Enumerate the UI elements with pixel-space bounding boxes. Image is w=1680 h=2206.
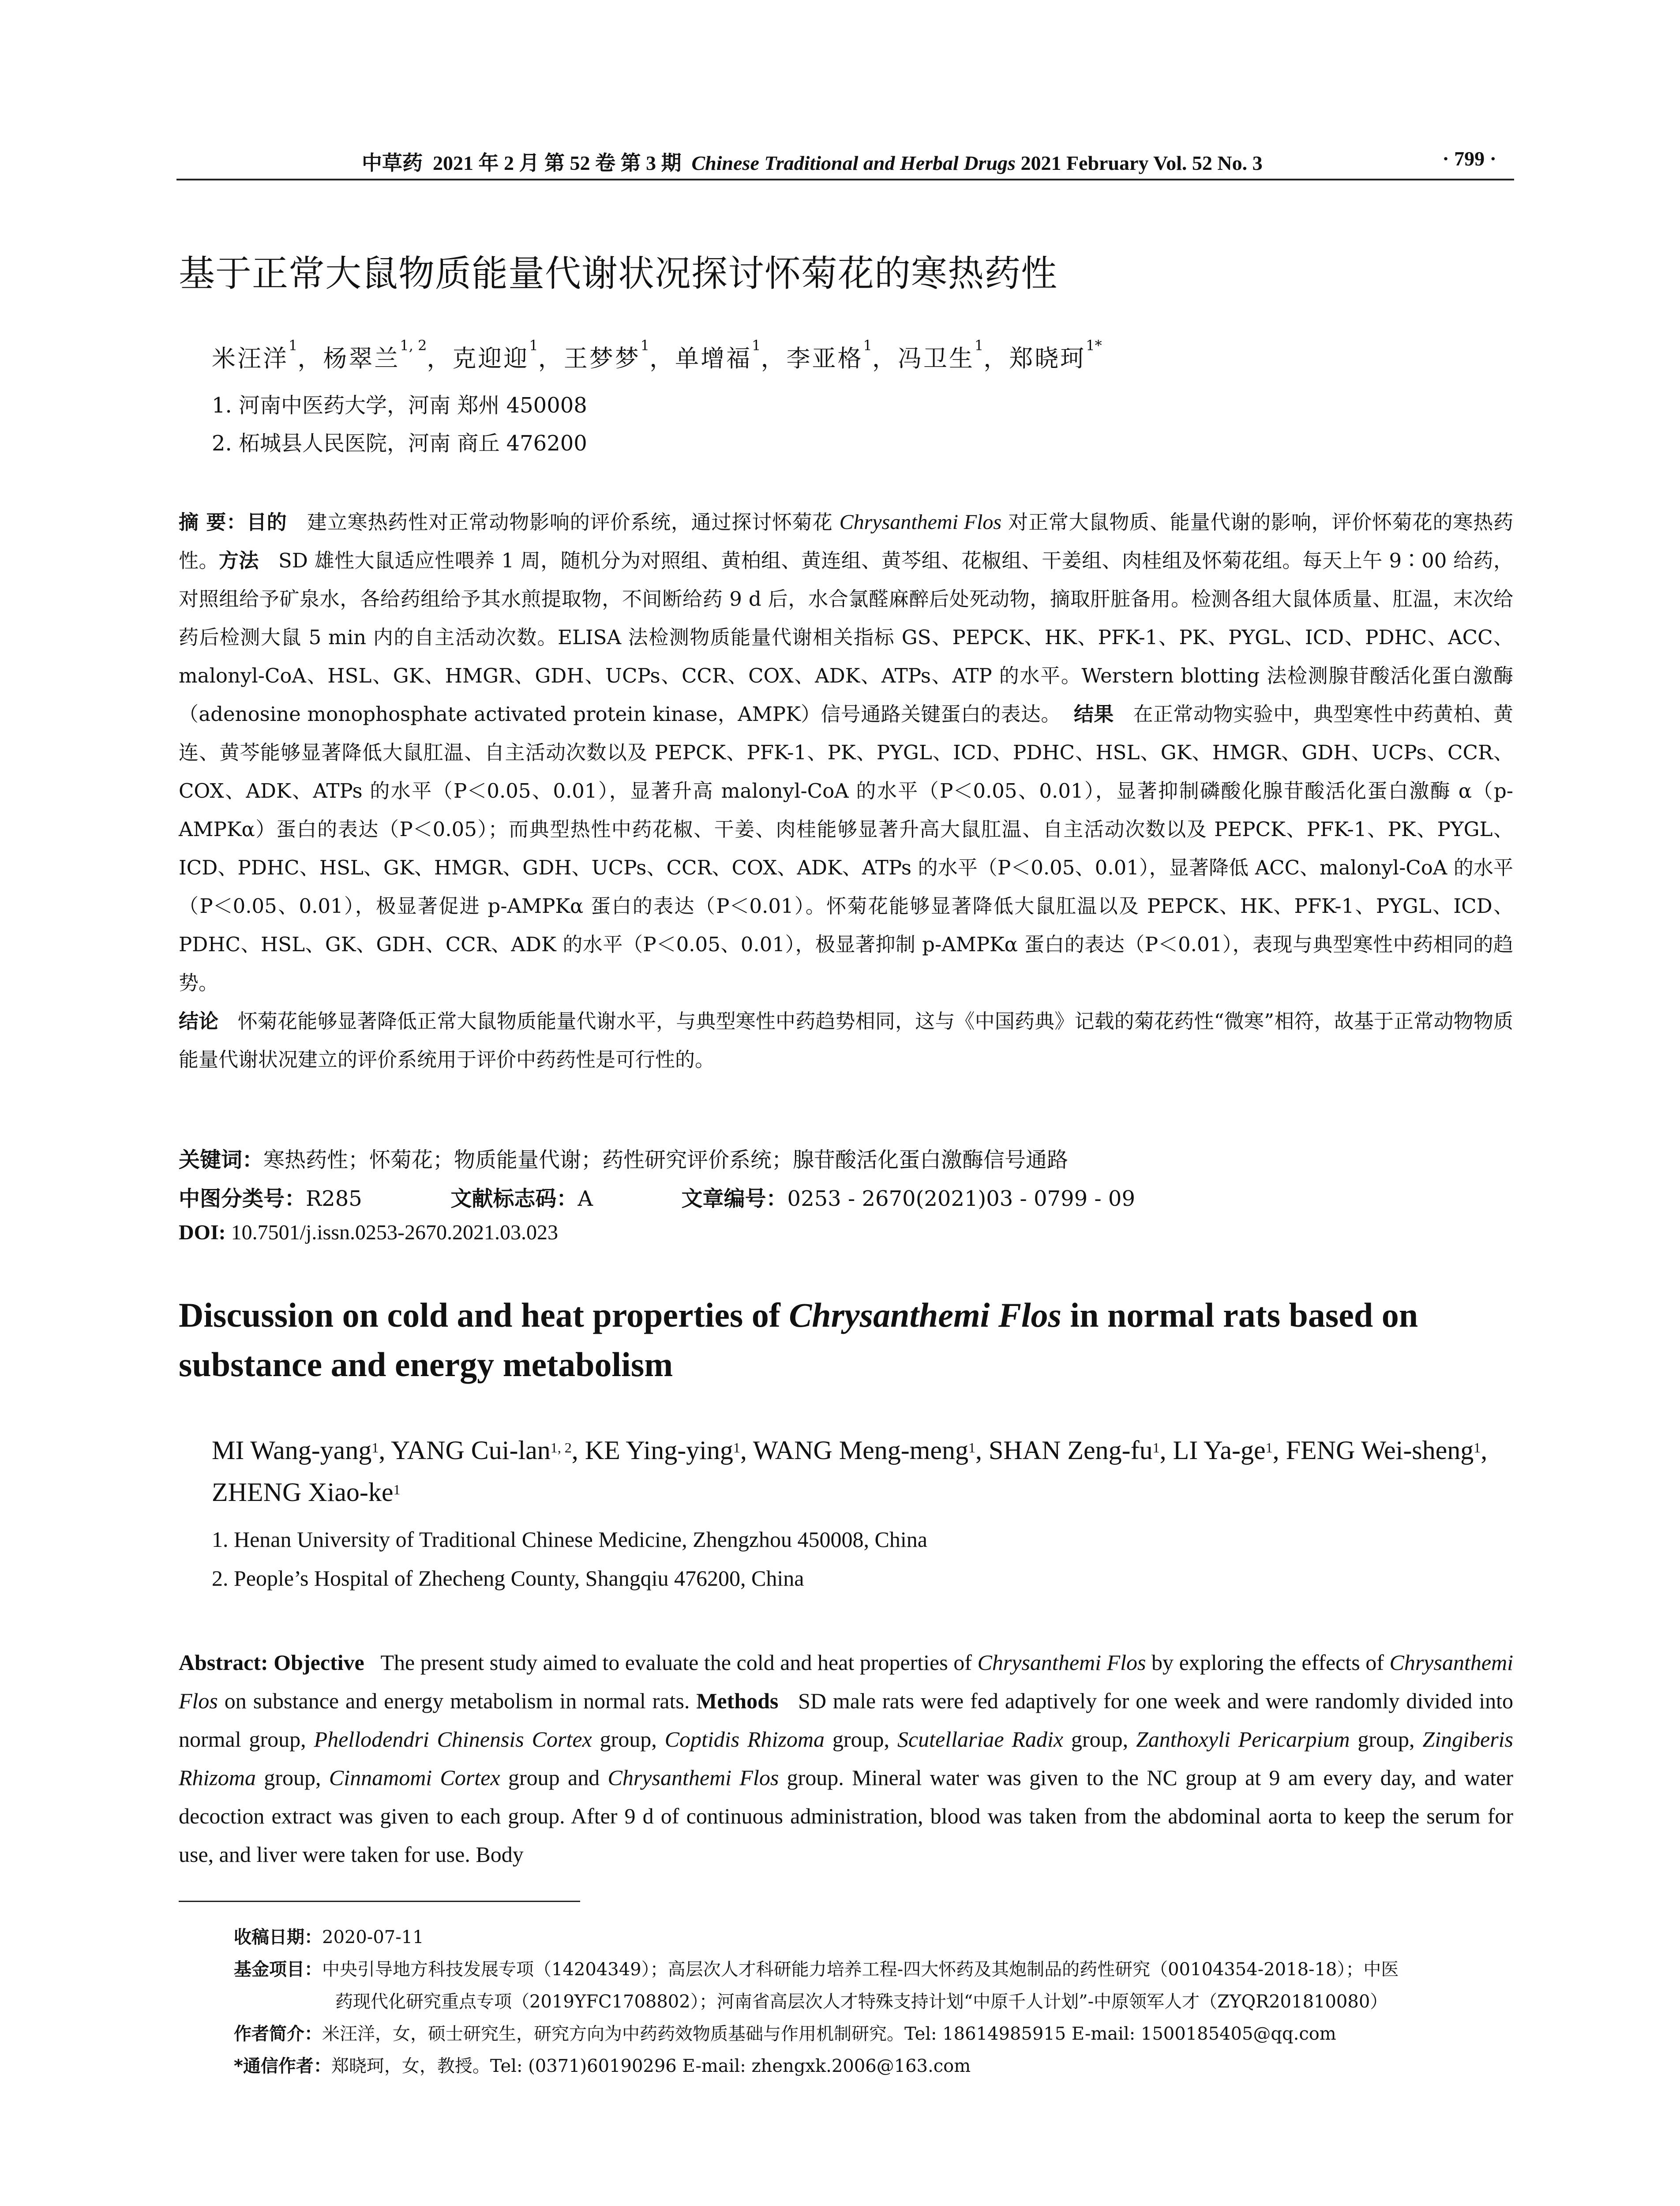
author-cn-name: 冯卫生 [897,345,975,372]
author-en-affiliation-mark: 1 [733,1440,740,1456]
latin-name: Cinnamomi Cortex [329,1765,500,1790]
methods-text-cn: SD 雄性大鼠适应性喂养 1 周，随机分为对照组、黄柏组、黄连组、黄芩组、花椒组、干姜组、肉桂组及怀菊花组。每天上午 9∶00 给药，对照组给予矿泉水，各给药组给予其水煎提取物，不间断给药 9 d 后，水合氯醛麻醉后处死动物，摘取肝脏备用。检测各组大鼠体质量、肛温，末次给药后检测大鼠 5 min 内的自主活动次数。ELISA 法检测物质能量代谢相关指标 GS、PEPCK、HK、PFK-1、PK、PYGL、ICD、PDHC、ACC、malonyl-CoA、HSL、GK、HMGR、GDH、UCPs、CCR、COX、ADK、ATPs、ATP 的水平。Werstern blotting 法检测腺苷酸活化蛋白激酶（adenosine monophosphate activated protein kinase，AMPK）信号通路关键蛋白的表达。 [179,549,1513,726]
author-en-name: YANG Cui-lan [391,1436,551,1465]
objective-text-a: 建立寒热药性对正常动物影响的评价系统，通过探讨怀菊花 [307,510,833,534]
author-cn-name: 李亚格 [786,345,863,372]
latin-name: Phellodendri Chinensis Cortex [314,1727,592,1752]
author-en-affiliation-mark: 1 [1474,1440,1481,1456]
author-cn-name: 克迎迎 [452,345,529,372]
doc-code-label: 文献标志码： [450,1186,578,1211]
latin-name: Chrysanthemi Flos [179,1650,1514,1713]
objective-text-b: 对正常大鼠物质、能量代谢的影响，评价怀菊花的寒热药性。 [179,510,1513,572]
author-cn-affiliation-mark: 1* [1086,337,1102,354]
author-cn-affiliation-mark: 1 [640,337,650,354]
author-cn-name: 王梦梦 [563,345,641,372]
author-en-name: FENG Wei-sheng [1286,1436,1474,1465]
article-number-label: 文章编号： [681,1186,788,1211]
abstract-text: group, [1350,1727,1423,1752]
abstract-text: on substance and energy metabolism in normal rats. [218,1688,697,1713]
author-cn-name: 杨翠兰 [323,345,400,372]
footnote-fund [234,1954,1513,2018]
title-en-b: in normal rats based on substance and energy metabolism [179,1296,1418,1384]
keywords-cn [179,1143,1068,1173]
author-cn-affiliation-mark: 1 [974,337,984,354]
author-en-name: ZHENG Xiao-ke [212,1478,394,1507]
latin-name: Zingiberis Rhizoma [179,1727,1513,1790]
objective-label-cn: 目的 [246,510,287,534]
journal-name-en: Chinese Traditional and Herbal Drugs [691,152,1016,174]
author-bio-label: 作者简介： [234,2024,322,2044]
abstract-text: The present study aimed to evaluate the cold and heat properties of [380,1650,978,1675]
affiliation-cn-1: 1. 河南中医药大学，河南 郑州 450008 [212,393,587,418]
fund-continued: 药现代化研究重点专项（2019YFC1708802）；河南省高层次人才特殊支持计划“中原千人计划”-中原领军人才（ZYQR201810080） [335,1992,1388,2012]
abstract-text: group, [1063,1727,1136,1752]
page-number: · 799 · [1442,147,1496,170]
doi-label: DOI: [179,1221,226,1244]
author-en-name: WANG Meng-meng [753,1436,968,1465]
methods-label-en: Methods [696,1688,779,1713]
author-cn-affiliation-mark: 1 [863,337,872,354]
abstract-text: SD male rats were fed adaptively for one week and were randomly divided into normal group, [179,1688,1513,1752]
title-en-latin: Chrysanthemi Flos [789,1296,1061,1334]
author-cn-affiliation-mark: 1 [752,337,761,354]
author-en-affiliation-mark: 1 [1152,1440,1160,1456]
author-en-affiliation-mark: 1 [371,1440,379,1456]
running-header [176,143,1514,180]
authors-cn: 米汪洋$^1$，杨翠兰$^{1, 2}$，克迎迎$^1$，王梦梦$^1$，单增福$^1$，李亚格$^1$，冯卫生$^1$，郑晓珂$^{1*}$ [212,337,1102,372]
author-cn-name: 米汪洋 [212,345,289,372]
affiliation-en-1: 1. Henan University of Traditional Chinese Medicine, Zhengzhou 450008, China [212,1527,927,1552]
footnote-author [234,2018,1513,2050]
methods-label-cn: 方法 [218,549,259,572]
authors-en: MI Wang-yang$^1$, YANG Cui-lan$^{1, 2}$, KE Ying-ying$^1$, WANG Meng-meng$^1$, SHAN Zeng-$fu^1$, LI $Ya-ge^1$, FENG Wei-sheng$^1$, ZHENG Xiao-$ke^1$ [212,1436,1488,1507]
objective-label-en: Objective [274,1650,364,1675]
abstract-text: group. Mineral water was given to the NC group at 9 am every day, and water decoction extract was given to each group. After 9 d of continuous administration, blood was taken from the abdominal aorta to keep the serum for use, and liver were taken for use. Body [179,1765,1514,1867]
conclusion-label-cn: 结论 [179,1009,219,1033]
fund-value: 中央引导地方科技发展专项（14204349）；高层次人才科研能力培养工程-四大怀药及其炮制品的药性研究（00104354-2018-18）；中医 [322,1959,1399,1980]
classification-line [179,1182,1135,1212]
abstract-text: by exploring the effects of [1146,1650,1390,1675]
affiliation-en-2: 2. People’s Hospital of Zhecheng County, Shangqiu 476200, China [212,1566,804,1591]
abstract-text: group, [256,1765,329,1790]
journal-info [362,147,1263,176]
author-en-name: MI Wang-yang [212,1436,372,1465]
latin-name: Scutellariae Radix [897,1727,1064,1752]
abstract-label-cn: 摘 要： [179,510,247,534]
author-en-name: LI Ya-ge [1173,1436,1266,1465]
author-cn-affiliation-mark: 1, 2 [400,337,427,354]
keywords-label-cn: 关键词： [179,1148,264,1172]
abstract-text: group and [500,1765,608,1790]
results-label-cn: 结果 [1073,702,1114,726]
clc-value: R285 [306,1186,362,1211]
article-number-value: 0253 - 2670(2021)03 - 0799 - 09 [787,1186,1135,1211]
keywords-text-cn: 寒热药性；怀菊花；物质能量代谢；药性研究评价系统；腺苷酸活化蛋白激酶信号通路 [263,1148,1069,1172]
footnote-corresponding [234,2050,1513,2082]
doi-line [179,1220,558,1245]
title-en [179,1291,1513,1389]
abstract-text: group, [825,1727,897,1752]
affiliation-cn-2: 2. 柘城县人民医院，河南 商丘 476200 [212,431,587,456]
methods-text-en [179,1688,1513,1867]
author-bio-value: 米汪洋，女，硕士研究生，研究方向为中药药效物质基础与作用机制研究。Tel: 18614985915 E-mail: 1500185405@qq.com [322,2024,1336,2044]
received-label: 收稿日期： [234,1927,322,1947]
latin-name: Coptidis Rhizoma [664,1727,825,1752]
title-cn: 基于正常大鼠物质能量代谢状况探讨怀菊花的寒热药性 [179,253,1058,295]
abstract-en [179,1643,1513,1874]
issue-date-en: 2021 February Vol. 52 No. 3 [1020,152,1263,174]
author-cn-affiliation-mark: 1 [529,337,538,354]
author-en-affiliation-mark: 1, 2 [550,1440,572,1456]
abstract-label-en: Abstract: [179,1650,268,1675]
author-cn-affiliation-mark: 1 [289,337,298,354]
author-en-affiliation-mark: 1 [393,1482,401,1497]
author-en-affiliation-mark: 1 [1265,1440,1273,1456]
abstract-cn [179,503,1513,1079]
corresponding-value: 郑晓珂，女，教授。Tel: (0371)60190296 E-mail: zhengxk.2006@163.com [331,2056,971,2076]
latin-name: Chrysanthemi Flos [977,1650,1146,1675]
author-cn-name: 单增福 [675,345,752,372]
latin-name: Zanthoxyli Pericarpium [1136,1727,1350,1752]
issue-date-cn: 2021 年 2 月 第 52 卷 第 3 期 [433,152,682,174]
results-text-cn: 在正常动物实验中，典型寒性中药黄柏、黄连、黄芩能够显著降低大鼠肛温、自主活动次数以及 PEPCK、PFK-1、PK、PYGL、ICD、PDHC、HSL、GK、HMGR、GDH、UCPs、CCR、COX、ADK、ATPs 的水平（P＜0.05、0.01），显著升高 malonyl-CoA 的水平（P＜0.05、0.01），显著抑制磷酸化腺苷酸活化蛋白激酶 α（p-AMPKα）蛋白的表达（P＜0.05）；而典型热性中药花椒、干姜、肉桂能够显著升高大鼠肛温、自主活动次数以及 PEPCK、PFK-1、PK、PYGL、ICD、PDHC、HSL、GK、HMGR、GDH、UCPs、CCR、COX、ADK、ATPs 的水平（P＜0.05、0.01），显著降低 ACC、malonyl-CoA 的水平（P＜0.05、0.01），极显著促进 p-AMPKα 蛋白的表达（P＜0.01）。怀菊花能够显著降低大鼠肛温以及 PEPCK、HK、PFK-1、PYGL、ICD、PDHC、HSL、GK、GDH、CCR、ADK 的水平（P＜0.05、0.01），极显著抑制 p-AMPKα 蛋白的表达（P＜0.01），表现与典型寒性中药相同的趋势。 [179,702,1514,994]
journal-name-cn: 中草药 [362,151,423,175]
author-en-name: KE Ying-ying [585,1436,733,1465]
clc-label: 中图分类号： [179,1186,306,1211]
abstract-text: group, [592,1727,665,1752]
fund-label: 基金项目： [234,1959,322,1980]
objective-latin: Chrysanthemi Flos [839,510,1002,534]
doc-code-value: A [578,1186,593,1211]
footnotes [234,1921,1513,2082]
latin-name: Chrysanthemi Flos [608,1765,779,1790]
author-en-name: SHAN Zeng-fu [989,1436,1153,1465]
title-en-a: Discussion on cold and heat properties of [179,1296,789,1334]
received-value: 2020-07-11 [322,1927,424,1947]
author-en-affiliation-mark: 1 [968,1440,975,1456]
author-cn-name: 郑晓珂 [1009,345,1086,372]
footnote-received [234,1921,1513,1954]
footnote-rule [179,1901,580,1902]
corresponding-label: *通信作者： [234,2056,331,2076]
doi-value: 10.7501/j.issn.0253-2670.2021.03.023 [231,1221,559,1244]
conclusion-text-cn: 怀菊花能够显著降低正常大鼠物质能量代谢水平，与典型寒性中药趋势相同，这与《中国药典》记载的菊花药性“微寒”相符，故基于正常动物物质能量代谢状况建立的评价系统用于评价中药药性是可行性的。 [179,1009,1513,1071]
